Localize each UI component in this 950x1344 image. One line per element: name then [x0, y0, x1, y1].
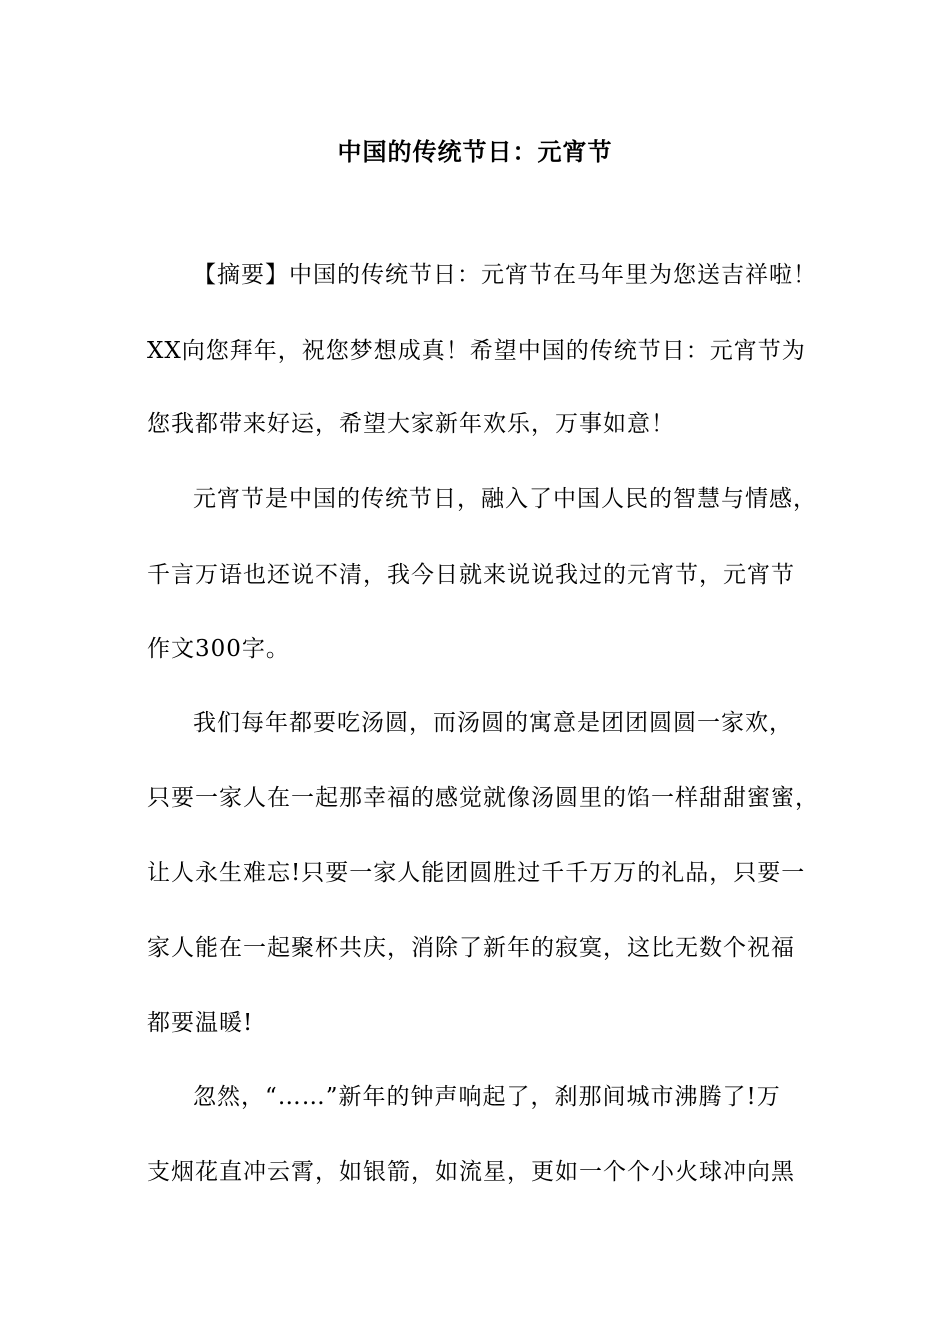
paragraph-line: 千言万语也还说不清，我今日就来说说我过的元宵节，元宵节: [147, 562, 795, 588]
paragraph-line: 支烟花直冲云霄，如银箭，如流星，更如一个个小火球冲向黑: [147, 1159, 795, 1185]
paragraph-line: 都要温暖!: [147, 1010, 254, 1036]
paragraph-line: 忽然，“……”新年的钟声响起了，刹那间城市沸腾了!万: [193, 1084, 781, 1110]
paragraph-line: 让人永生难忘!只要一家人能团圆胜过千千万万的礼品，只要一: [147, 860, 806, 886]
document-title: 中国的传统节日：元宵节: [337, 137, 613, 166]
paragraph-line: 元宵节是中国的传统节日，融入了中国人民的智慧与情感，: [193, 486, 817, 512]
paragraph-line: XX向您拜年，祝您梦想成真！希望中国的传统节日：元宵节为: [147, 338, 806, 364]
paragraph-line: 只要一家人在一起那幸福的感觉就像汤圆里的馅一样甜甜蜜蜜，: [147, 785, 819, 811]
paragraph-line: 作文300字。: [147, 636, 290, 662]
paragraph-line: 【摘要】中国的传统节日：元宵节在马年里为您送吉祥啦！: [193, 262, 817, 288]
paragraph-line: 我们每年都要吃汤圆，而汤圆的寓意是团团圆圆一家欢，: [193, 710, 793, 736]
paragraph-line: 家人能在一起聚杯共庆，消除了新年的寂寞，这比无数个祝福: [147, 935, 795, 961]
paragraph-line: 您我都带来好运，希望大家新年欢乐，万事如意！: [147, 411, 675, 437]
